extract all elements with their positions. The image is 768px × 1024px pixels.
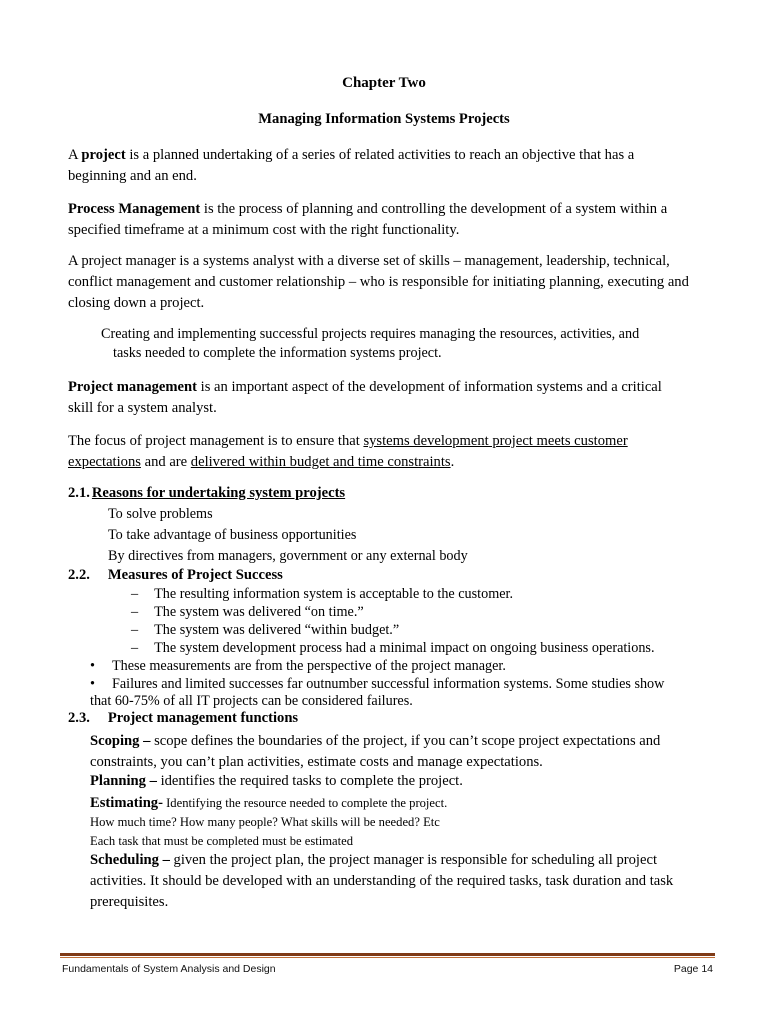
paragraph-focus: The focus of project management is to ensure that systems development project meets customer expectations and are delivered within budget and time constraints. [68, 433, 628, 470]
function-scheduling: Scheduling – given the project plan, the project manager is responsible for scheduling all project activities. It should be developed with an understanding of the required tasks, task duration and task prerequisites. [90, 852, 674, 910]
dash-list-item: – The resulting information system is acceptable to the customer. [131, 586, 514, 602]
section-title: Managing Information Systems Projects [258, 111, 510, 127]
bullet-icon: • [90, 676, 95, 692]
estimating-detail: How much time? How many people? What skills will be needed? Etc [90, 815, 440, 829]
term-process-management: Process Management [68, 201, 201, 217]
section-2-3-heading: 2.3. Project management functions [68, 710, 299, 726]
estimating-detail: Each task that must be completed must be estimated [90, 834, 353, 848]
footer-title: Fundamentals of System Analysis and Design [62, 963, 276, 975]
paragraph-project-definition: A project is a planned undertaking of a series of related activities to reach an objective that has a beginning and an end. [68, 147, 635, 184]
paragraph-project-manager: A project manager is a systems analyst with a diverse set of skills – management, leadership, technical, conflict management and customer relationship – who is responsible for initiating planning, executing and closing down a project. [68, 253, 689, 311]
dash-list-item: – The system was delivered “within budget.” [131, 622, 400, 638]
bullet-item-continuation: that 60-75% of all IT projects can be considered failures. [90, 693, 413, 709]
function-scoping: Scoping – scope defines the boundaries of the project, if you can’t scope project expectations and constraints, you can’t plan activities, estimate costs and manage expectations. [90, 733, 661, 770]
dash-list-item: – The system was delivered “on time.” [131, 604, 364, 620]
function-estimating: Estimating- Identifying the resource needed to complete the project. [90, 795, 448, 811]
section-2-2-heading: 2.2. Measures of Project Success [68, 567, 283, 583]
list-item: To take advantage of business opportunities [108, 527, 357, 543]
page-number: Page 14 [673, 963, 713, 975]
list-item: To solve problems [108, 506, 213, 522]
list-item: By directives from managers, government or any external body [108, 548, 468, 564]
bullet-icon: • [90, 658, 95, 674]
paragraph-process-management: Process Management is the process of planning and controlling the development of a system within a specified timeframe at a minimum cost with the right functionality. [68, 201, 668, 238]
underlined-phrase-1b: expectations [68, 454, 141, 470]
section-2-1-heading: 2.1. Reasons for undertaking system projects [68, 485, 346, 501]
dash-list-item: – The system development process had a minimal impact on ongoing business operations. [131, 640, 655, 656]
underlined-phrase-1: systems development project meets customer [363, 433, 628, 449]
chapter-title: Chapter Two [342, 75, 426, 91]
underlined-phrase-2: delivered within budget and time constraints [190, 454, 451, 470]
term-project-management: Project management [68, 379, 197, 395]
quote-block: Creating and implementing successful projects requires managing the resources, activities, and tasks needed to complete the information systems project. [101, 326, 640, 361]
term-project: project [81, 147, 126, 163]
footer-rule-thin [60, 957, 715, 958]
footer-rule [60, 953, 715, 956]
bullet-item: • Failures and limited successes far outnumber successful information systems. Some studies show [90, 676, 665, 692]
bullet-item: • These measurements are from the perspective of the project manager. [90, 658, 506, 674]
paragraph-project-management: Project management is an important aspect of the development of information systems and a critical skill for a system analyst. [68, 379, 662, 416]
function-planning: Planning – identifies the required tasks to complete the project. [90, 773, 463, 789]
